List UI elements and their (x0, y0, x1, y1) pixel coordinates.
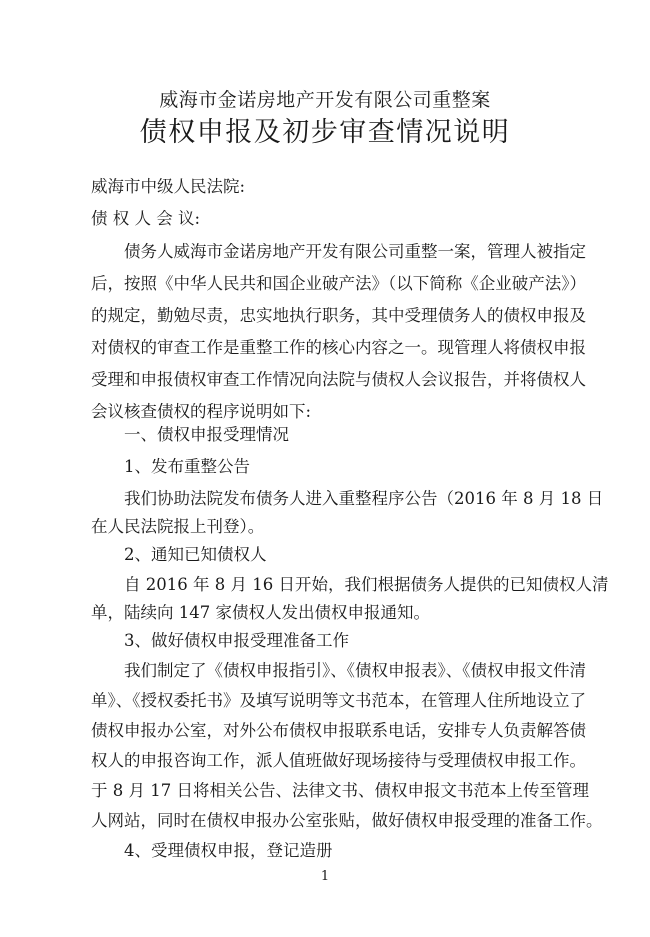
document-title-case: 威海市金诺房地产开发有限公司重整案 (159, 89, 491, 111)
intro-line: 会议核查债权的程序说明如下: (91, 402, 312, 421)
intro-line: 的规定，勤勉尽责，忠实地执行职务，其中受理债务人的债权申报及 (91, 306, 586, 325)
item-heading: 4、受理债权申报，登记造册 (124, 841, 333, 860)
addressee-court: 威海市中级人民法院: (91, 177, 246, 196)
intro-line: 对债权的审查工作是重整工作的核心内容之一。现管理人将债权申报 (91, 338, 586, 357)
item-text-line: 单，陆续向 147 家债权人发出债权申报通知。 (91, 603, 430, 622)
intro-line: 后，按照《中华人民共和国企业破产法》（以下简称《企业破产法》） (91, 274, 586, 293)
item-text-line: 于 8 月 17 日将相关公告、法律文书、债权申报文书范本上传至管理 (91, 781, 589, 800)
intro-line: 受理和申报债权审查工作情况向法院与债权人会议报告，并将债权人 (91, 370, 586, 389)
item-heading: 1、发布重整公告 (124, 457, 250, 476)
item-heading: 3、做好债权申报受理准备工作 (124, 631, 349, 650)
item-text-line: 我们协助法院发布债务人进入重整程序公告（2016 年 8 月 18 日 (124, 489, 604, 508)
item-text-line: 自 2016 年 8 月 16 日开始，我们根据债务人提供的已知债权人清 (124, 575, 609, 594)
addressee-creditors-meeting: 债 权 人 会 议: (91, 209, 201, 228)
item-text-line: 人网站，同时在债权申报办公室张贴，做好债权申报受理的准备工作。 (91, 811, 603, 830)
item-text-line: 单》、《授权委托书》及填写说明等文书范本，在管理人住所地设立了 (91, 691, 586, 710)
intro-line: 债务人威海市金诺房地产开发有限公司重整一案，管理人被指定 (124, 242, 586, 261)
page-number: 1 (320, 869, 330, 884)
section-heading: 一、债权申报受理情况 (124, 425, 289, 444)
item-text-line: 权人的申报咨询工作，派人值班做好现场接待与受理债权申报工作。 (91, 751, 586, 770)
item-text-line: 我们制定了《债权申报指引》、《债权申报表》、《债权申报文件清 (124, 661, 586, 680)
item-text-line: 债权申报办公室，对外公布债权申报联系电话，安排专人负责解答债 (91, 721, 586, 740)
item-heading: 2、通知已知债权人 (124, 545, 267, 564)
document-title-main: 债权申报及初步审查情况说明 (139, 117, 511, 148)
item-text-line: 在人民法院报上刊登）。 (91, 517, 265, 536)
